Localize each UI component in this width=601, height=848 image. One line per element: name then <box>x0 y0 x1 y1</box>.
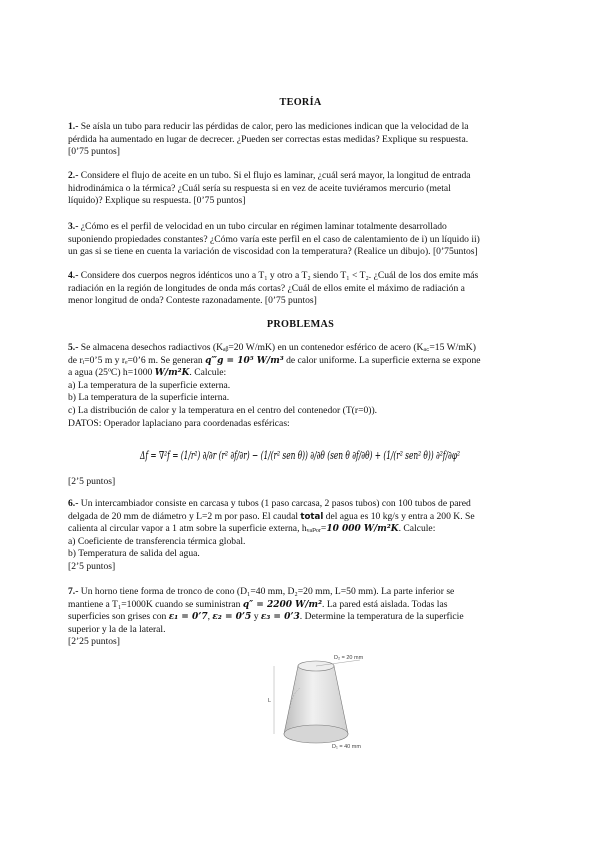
equation-text: Δf = ∇²f = (1/r²) ∂/∂r (r² ∂f/∂r) − (1/(r² sen θ)) ∂/∂θ (sen θ ∂f/∂θ) + (1/(r² sen² θ)) ∂²f/∂φ² <box>139 449 460 462</box>
problem-number: 6.- <box>68 498 79 509</box>
question-text: ¿Cómo es el perfil de velocidad en un tubo circular en régimen laminar totalmente desarrollado <box>78 221 447 232</box>
question-text: hidrodinámica o la térmica? ¿Cuál sería su respuesta si en vez de aceite tuviéramos mercurio (metal <box>68 182 451 194</box>
question-text: líquido)? Explique su respuesta. [0’75 puntos] <box>68 195 246 207</box>
question-text: Considere el flujo de aceite en un tubo. Si el flujo es laminar, ¿cuál será mayor, la longitud de entrada <box>78 170 471 181</box>
problem-text: Se almacena desechos radiactivos (Kₐᵦ=20 W/mK) en un contenedor esférico de acero (Kₐ꜀=15 W/mK) <box>78 342 476 353</box>
problem-text: . La pared está aislada. Todas las <box>322 598 448 610</box>
question-3 <box>68 221 548 259</box>
problem-text: del agua es 10 kg/s y entra a 200 K. Se <box>323 510 475 522</box>
problem-5-points <box>68 476 548 489</box>
problem-text: de rᵢ=0’5 m y rₑ=0’6 m. Se generan <box>68 354 206 366</box>
h-units: W/m²K <box>154 368 190 379</box>
question-number: 3.- <box>68 221 79 232</box>
problem-text: calienta al circular vapor a 1 atm sobre la superficie externa, hᵥₐₚₒᵣ= <box>68 523 327 535</box>
problem-text: Un intercambiador consiste en carcasa y tubos (1 paso carcasa, 2 pasos tubos) con 100 tubos de pared <box>78 498 471 509</box>
question-1 <box>68 121 548 159</box>
problem-text: . Calcule: <box>189 367 227 379</box>
question-text: Considere dos cuerpos negros idénticos uno a T₁ y otro a T₂ siendo T₁ < T₂. ¿Cuál de los dos emite más <box>78 270 479 281</box>
problem-number: 5.- <box>68 342 79 353</box>
problem-points: [2’5 puntos] <box>68 560 116 572</box>
laplacian-equation <box>140 441 460 471</box>
problem-item-a: a) La temperatura de la superficie externa. <box>68 379 231 391</box>
problem-text: delgada de 20 mm de diámetro y L=2 m por paso. El caudal <box>68 510 301 522</box>
problem-item-b: b) La temperatura de la superficie interna. <box>68 392 230 404</box>
question-text: Se aísla un tubo para reducir las pérdidas de calor, pero las mediciones indican que la velocidad de la <box>78 121 469 132</box>
label-d2: D₂ = 20 mm <box>334 655 364 661</box>
problem-text: mantiene a T₁=1000K cuando se suministran <box>68 598 243 610</box>
cone-bottom-surface <box>284 725 348 743</box>
question-text: un gas si se tiene en cuenta la variación de viscosidad con la temperatura? (Realice un dibujo). [0’75untos] <box>68 246 478 258</box>
label-d1: D₁ = 40 mm <box>332 744 361 750</box>
separator: y <box>251 611 261 623</box>
emissivity-3: ε₃ = 0’3 <box>260 612 300 623</box>
cone-lateral-surface <box>284 666 348 734</box>
problem-text: . Determine la temperatura de la superficie <box>299 611 464 623</box>
problem-text: . Calcule: <box>398 523 436 535</box>
problem-5 <box>68 342 548 430</box>
problem-text: de calor uniforme. La superficie externa se expone <box>283 354 481 366</box>
truncated-cone-figure <box>262 650 370 750</box>
problem-item-b: b) Temperatura de salida del agua. <box>68 548 200 560</box>
problem-number: 7.- <box>68 586 79 597</box>
section-title-theory: TEORÍA <box>279 97 322 108</box>
section-title-problems: PROBLEMAS <box>266 319 335 330</box>
generation-formula: q‴g = 10⁵ W/m³ <box>205 355 284 366</box>
question-number: 4.- <box>68 270 79 281</box>
problem-6 <box>68 498 548 574</box>
problem-data: DATOS: Operador laplaciano para coordenadas esféricas: <box>68 417 290 429</box>
question-number: 2.- <box>68 170 79 181</box>
question-text: pérdida ha aumentado en lugar de decrecer. ¿Pueden ser correctas estas medidas? Explique su respuesta. <box>68 133 469 145</box>
question-4 <box>68 270 548 308</box>
question-text: radiación en la región de longitudes de onda más cortas? ¿Cuál de ellos emite el máximo de radiación a <box>68 282 465 294</box>
emissivity-1: ε₁ = 0’7 <box>168 612 208 623</box>
h-vapor-value: 10 000 W/m²K <box>326 524 399 535</box>
problem-points: [2’5 puntos] <box>68 476 116 487</box>
problem-text: Un horno tiene forma de tronco de cono (D₁=40 mm, D₂=20 mm, L=50 mm). La parte inferior se <box>78 586 455 597</box>
problem-item-c: c) La distribución de calor y la temperatura en el centro del contenedor (T(r=0)). <box>68 404 378 416</box>
question-text: suponiendo propiedades constantes? ¿Cómo varía este perfil en el caso de calentamiento de i) un líquido ii) <box>68 233 480 245</box>
problem-item-a: a) Coeficiente de transferencia térmica global. <box>68 535 246 547</box>
question-2 <box>68 170 548 208</box>
separator: , <box>207 611 213 623</box>
problem-text: superior y la de la lateral. <box>68 623 166 635</box>
problem-text: superficies son grises con <box>68 611 169 623</box>
question-text: menor longitud de onda? Conteste razonadamente. [0’75 puntos] <box>68 295 317 307</box>
question-points: [0’75 puntos] <box>68 146 120 158</box>
problem-points: [2’25 puntos] <box>68 636 120 648</box>
problem-7 <box>68 586 548 649</box>
problem-text: a agua (25ºC) h=1000 <box>68 367 155 379</box>
question-number: 1.- <box>68 121 79 132</box>
heat-flux-value: q″ = 2200 W/m² <box>242 599 323 610</box>
emphasis-total: total <box>300 511 324 522</box>
label-l: L <box>268 698 272 704</box>
emissivity-2: ε₂ = 0’5 <box>212 612 252 623</box>
